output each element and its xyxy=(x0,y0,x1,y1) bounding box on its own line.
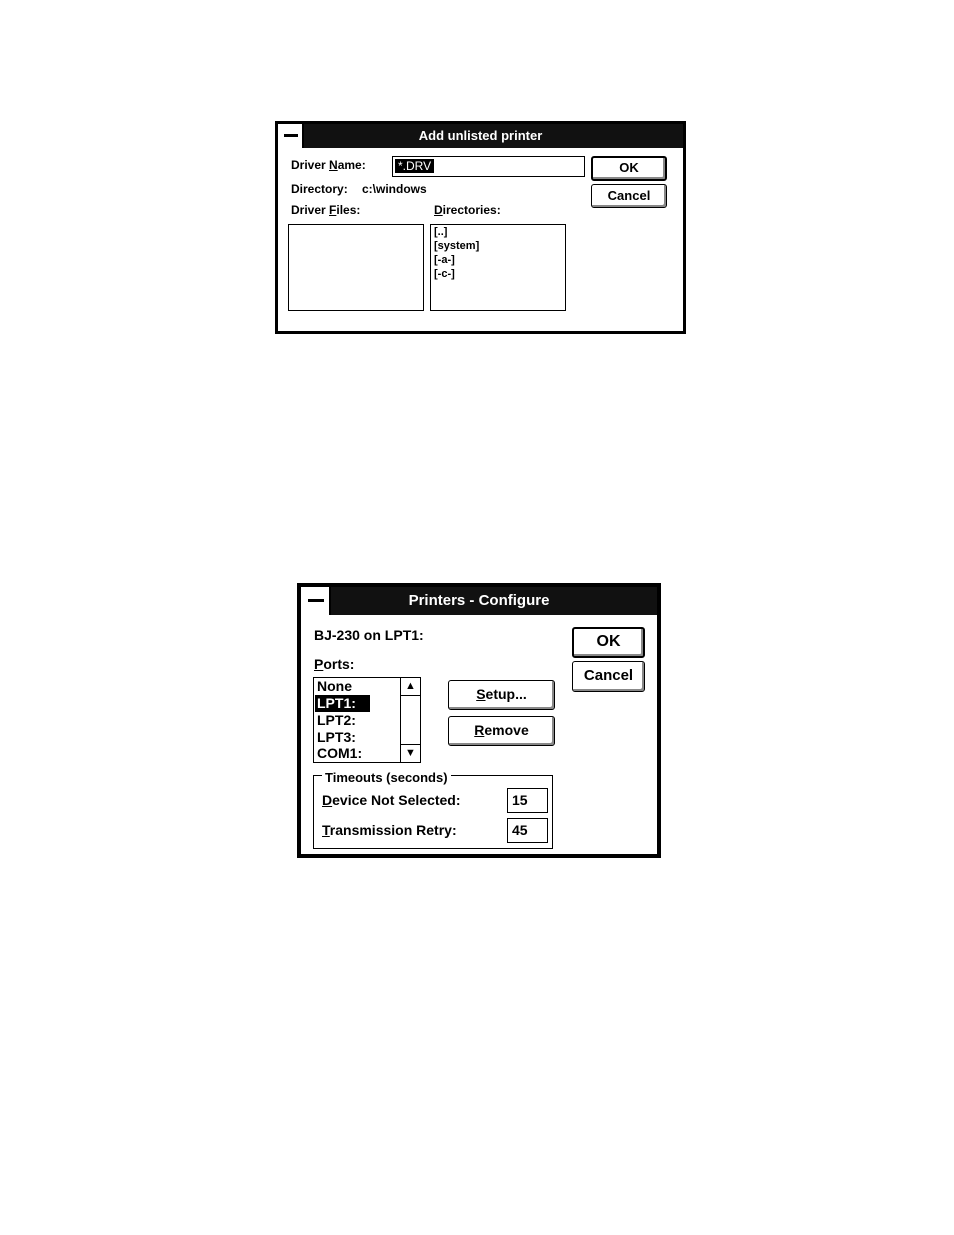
directory-item[interactable]: [system] xyxy=(434,240,480,252)
driver-name-input[interactable] xyxy=(392,156,585,177)
driver-files-list[interactable] xyxy=(288,224,424,311)
setup-button[interactable]: Setup... xyxy=(448,680,555,710)
driver-name-label: Driver Name: xyxy=(291,158,366,172)
port-item[interactable]: COM1: xyxy=(317,745,363,761)
cancel-button[interactable]: Cancel xyxy=(591,184,667,208)
port-item-selected[interactable]: LPT1: xyxy=(315,695,370,712)
directory-item[interactable]: [-c-] xyxy=(434,268,455,280)
directory-value: c:\windows xyxy=(362,182,427,196)
add-unlisted-printer-dialog xyxy=(275,121,686,334)
system-menu-icon[interactable] xyxy=(278,124,304,148)
port-item[interactable]: None xyxy=(317,678,352,694)
directory-item[interactable]: [..] xyxy=(434,226,448,238)
system-menu-icon[interactable] xyxy=(301,587,331,615)
directories-list[interactable] xyxy=(430,224,566,311)
ports-list[interactable] xyxy=(313,677,421,763)
printers-configure-dialog xyxy=(297,583,661,858)
transmission-retry-input[interactable]: 45 xyxy=(507,818,548,843)
ports-label: Ports: xyxy=(314,656,355,672)
dialog-title: Printers - Configure xyxy=(408,592,550,609)
scroll-down-icon[interactable]: ▼ xyxy=(401,744,420,762)
port-item[interactable]: LPT3: xyxy=(317,729,356,745)
dialog-title: Add unlisted printer xyxy=(418,128,543,143)
dialog-title-bar[interactable] xyxy=(301,587,657,615)
ok-button[interactable]: OK xyxy=(591,156,667,181)
directory-label: Directory: xyxy=(291,182,348,196)
driver-files-label: Driver Files: xyxy=(291,203,361,217)
ports-scrollbar[interactable] xyxy=(400,678,420,762)
directory-item[interactable]: [-a-] xyxy=(434,254,455,266)
remove-button[interactable]: Remove xyxy=(448,716,555,746)
timeouts-legend: Timeouts (seconds) xyxy=(322,770,451,785)
printer-name: BJ-230 on LPT1: xyxy=(314,627,424,643)
dialog-title-bar[interactable] xyxy=(278,124,683,148)
directories-label: Directories: xyxy=(434,203,501,217)
scroll-up-icon[interactable]: ▲ xyxy=(401,678,420,696)
port-item[interactable]: LPT2: xyxy=(317,712,356,728)
transmission-retry-label: Transmission Retry: xyxy=(322,822,457,838)
ok-button[interactable]: OK xyxy=(572,627,645,658)
device-not-selected-input[interactable]: 15 xyxy=(507,788,548,813)
driver-name-value: *.DRV xyxy=(395,159,434,173)
cancel-button[interactable]: Cancel xyxy=(572,661,645,692)
device-not-selected-label: Device Not Selected: xyxy=(322,792,461,808)
